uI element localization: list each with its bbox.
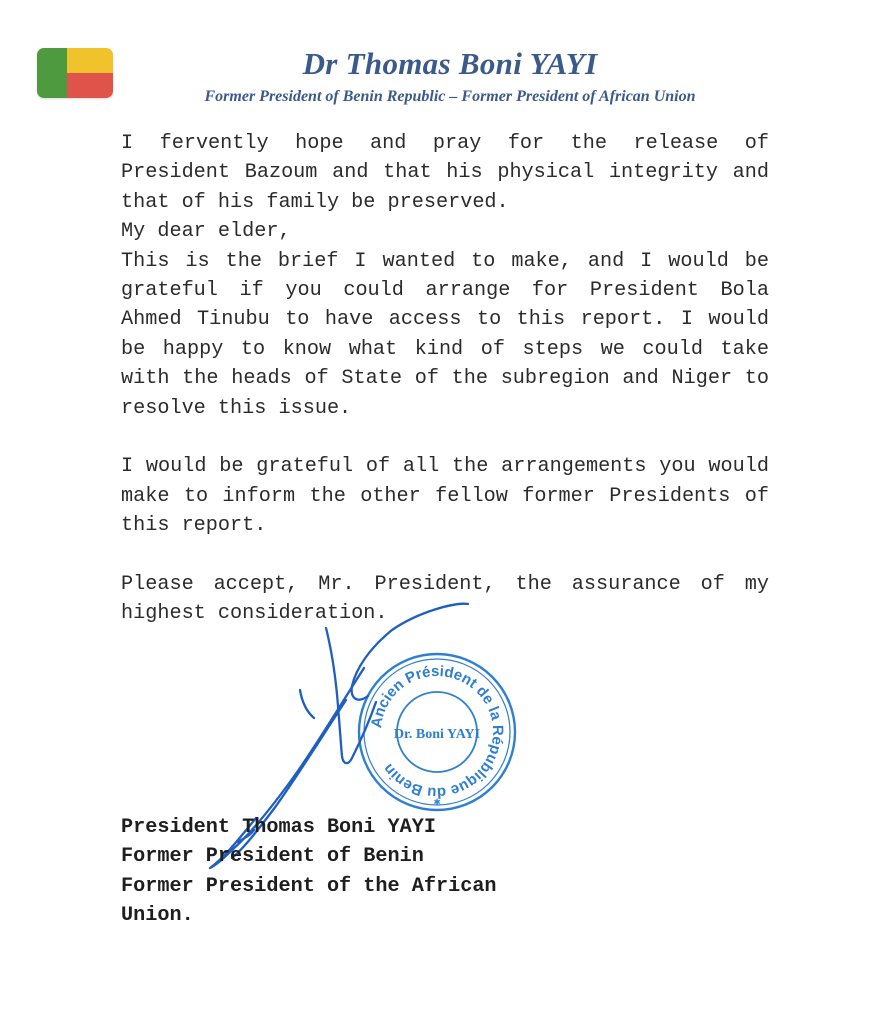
letterhead-name: Dr Thomas Boni YAYI [302,46,598,81]
stamp-center-text: Dr. Boni YAYI [393,727,481,742]
closing-line: President Thomas Boni YAYI [121,816,436,839]
salutation: My dear elder, [121,220,291,244]
svg-text:✱: ✱ [433,797,441,809]
closing-line: Union. [121,904,194,928]
body-paragraph: This is the brief I wanted to make, and I would be grateful if you could arrange for President Bola Ahmed Tinubu to have access to this report. I would be happy to know what kind of steps we could take with the heads of State of the subregion and Niger to resolve this issue. [121,249,769,420]
signature-block [121,813,681,931]
flag-yellow-band [67,48,113,73]
body-paragraph: Please accept, Mr. President, the assurance of my highest consideration. [121,573,769,626]
letter-body [121,129,769,629]
stamp-ring-text: Ancien Président de la République du Benin [368,662,507,802]
benin-flag-icon [37,48,113,98]
body-paragraph: I would be grateful of all the arrangements you would make to inform the other fellow former Presidents of this report. [121,455,769,538]
flag-red-band [67,73,113,98]
official-stamp [355,650,519,814]
closing-line: Former President of Benin [121,845,424,869]
flag-green-band [37,48,67,98]
closing-line: Former President of the African [121,874,497,898]
letterhead-subtitle: Former President of Benin Republic – Former President of African Union [204,88,696,105]
body-paragraph: I fervently hope and pray for the release of President Bazoum and that his physical integrity and that of his family be preserved. [121,132,769,214]
